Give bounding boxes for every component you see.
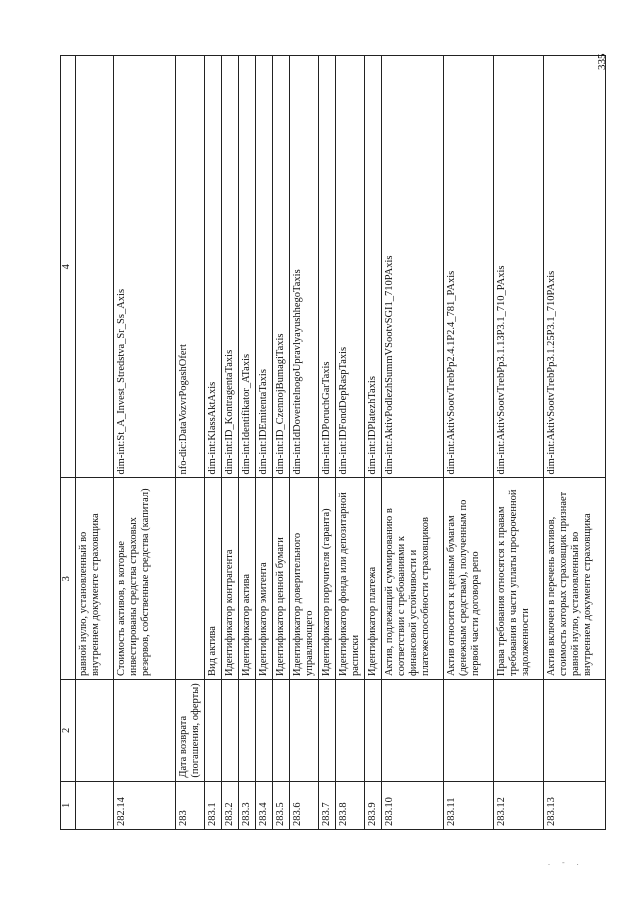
cell-code: dim-int:Identifikator_ATaxis [239,56,256,478]
cell-desc: Вид актива [205,478,222,680]
cell-code: dim-int:IDPoruchGarTaxis [319,56,336,478]
table-row [239,56,256,830]
table-row [365,56,382,830]
cell-desc: Актив, подлежащий суммированию в соответствии с требованиями к финансовой устойчивости и платежеспособности страховщиков [382,478,444,680]
table-row [256,56,273,830]
cell-desc: Стоимость активов, в которые инвестированы средства страховых резервов, собственные средства (капитал) [114,478,176,680]
cell-name [256,680,273,782]
cell-name [290,680,319,782]
table-row [544,56,606,830]
cell-n: 283.7 [319,781,336,829]
cell-code: dim-int:St_A_Invest_Stredstva_Sr_Ss_Axis [114,56,176,478]
table-row [444,56,494,830]
cell-name [365,680,382,782]
table-row [290,56,319,830]
cell-code: dim-int:IdDoveritelnogoUpravlyayushhegoTaxis [290,56,319,478]
cell-desc: Идентификатор актива [239,478,256,680]
table-row [222,56,239,830]
cell-name [273,680,290,782]
cell-n: 282.14 [114,781,176,829]
cell-name [336,680,365,782]
cell-n: 283.9 [365,781,382,829]
cell-name [544,680,606,782]
cell-desc: равной нулю, установленный во внутреннем документе страховщика [76,478,114,680]
cell-n: 283.12 [494,781,544,829]
header-cell: 2 [61,680,76,782]
classification-table [60,55,606,830]
header-cell: 3 [61,478,76,680]
cell-desc: Идентификатор эмитента [256,478,273,680]
cell-code: dim-int:AktivSootvTrebPp3.1.13P3.1_710_PAxis [494,56,544,478]
table-row [273,56,290,830]
cell-desc: Идентификатор контрагента [222,478,239,680]
cell-name [205,680,222,782]
cell-code: nfo-dic:DataVozvrPogashOfert [176,56,205,478]
cell-desc: Идентификатор платежа [365,478,382,680]
cell-code: dim-int:AktivPodlezhSummVSootvSGI1_710PAxis [382,56,444,478]
table-row [114,56,176,830]
cell-code: dim-int:ID_KontragentaTaxis [222,56,239,478]
table-row [176,56,205,830]
cell-n: 283.10 [382,781,444,829]
header-cell: 4 [61,56,76,478]
cell-code: dim-int:IDEmitentaTaxis [256,56,273,478]
cell-name [494,680,544,782]
page-number: 335 [596,53,608,70]
table-row [382,56,444,830]
cell-n: 283.3 [239,781,256,829]
cell-n: 283.4 [256,781,273,829]
cell-name [114,680,176,782]
cell-desc: Актив включен в перечень активов, стоимость которых страховщик признает равной нулю, установленный во внутреннем документе страховщика [544,478,606,680]
cell-name [319,680,336,782]
header-row [61,56,76,830]
cell-n [76,781,114,829]
cell-n: 283.2 [222,781,239,829]
table-row [319,56,336,830]
cell-code: dim-int:IDPlatezhTaxis [365,56,382,478]
cell-desc: Идентификатор ценной бумаги [273,478,290,680]
table-row [336,56,365,830]
cell-desc: Идентификатор фонда или депозитарной расписки [336,478,365,680]
cell-name: Дата возврата (погашения, оферты) [176,680,205,782]
footer-marks: . - . [548,858,584,867]
cell-desc: Актив относится к ценным бумагам (денежным средствам), полученным по первой части договора репо [444,478,494,680]
cell-code: dim-int:KlassAktAxis [205,56,222,478]
cell-name [382,680,444,782]
cell-code [76,56,114,478]
table-row [76,56,114,830]
cell-n: 283.1 [205,781,222,829]
cell-n: 283.8 [336,781,365,829]
cell-desc [176,478,205,680]
cell-desc: Идентификатор поручителя (гаранта) [319,478,336,680]
cell-code: dim-int:AktivSootvTrebPp3.1.25P3.1_710PAxis [544,56,606,478]
cell-name [76,680,114,782]
table-row [205,56,222,830]
header-cell: 1 [61,781,76,829]
cell-code: dim-int:ID_CzennojBumagiTaxis [273,56,290,478]
cell-n: 283.5 [273,781,290,829]
cell-name [222,680,239,782]
cell-name [239,680,256,782]
cell-n: 283.6 [290,781,319,829]
cell-code: dim-int:AktivSootvTrebPp2.4.1P2.4_781_PAxis [444,56,494,478]
table-row [494,56,544,830]
rotated-table-frame [60,55,593,830]
cell-n: 283.11 [444,781,494,829]
cell-desc: Идентификатор доверительного управляющего [290,478,319,680]
cell-n: 283.13 [544,781,606,829]
cell-n: 283 [176,781,205,829]
cell-code: dim-int:IDFondDepRaspTaxis [336,56,365,478]
cell-name [444,680,494,782]
cell-desc: Права требования относятся к правам требования в части уплаты просроченной задолженности [494,478,544,680]
